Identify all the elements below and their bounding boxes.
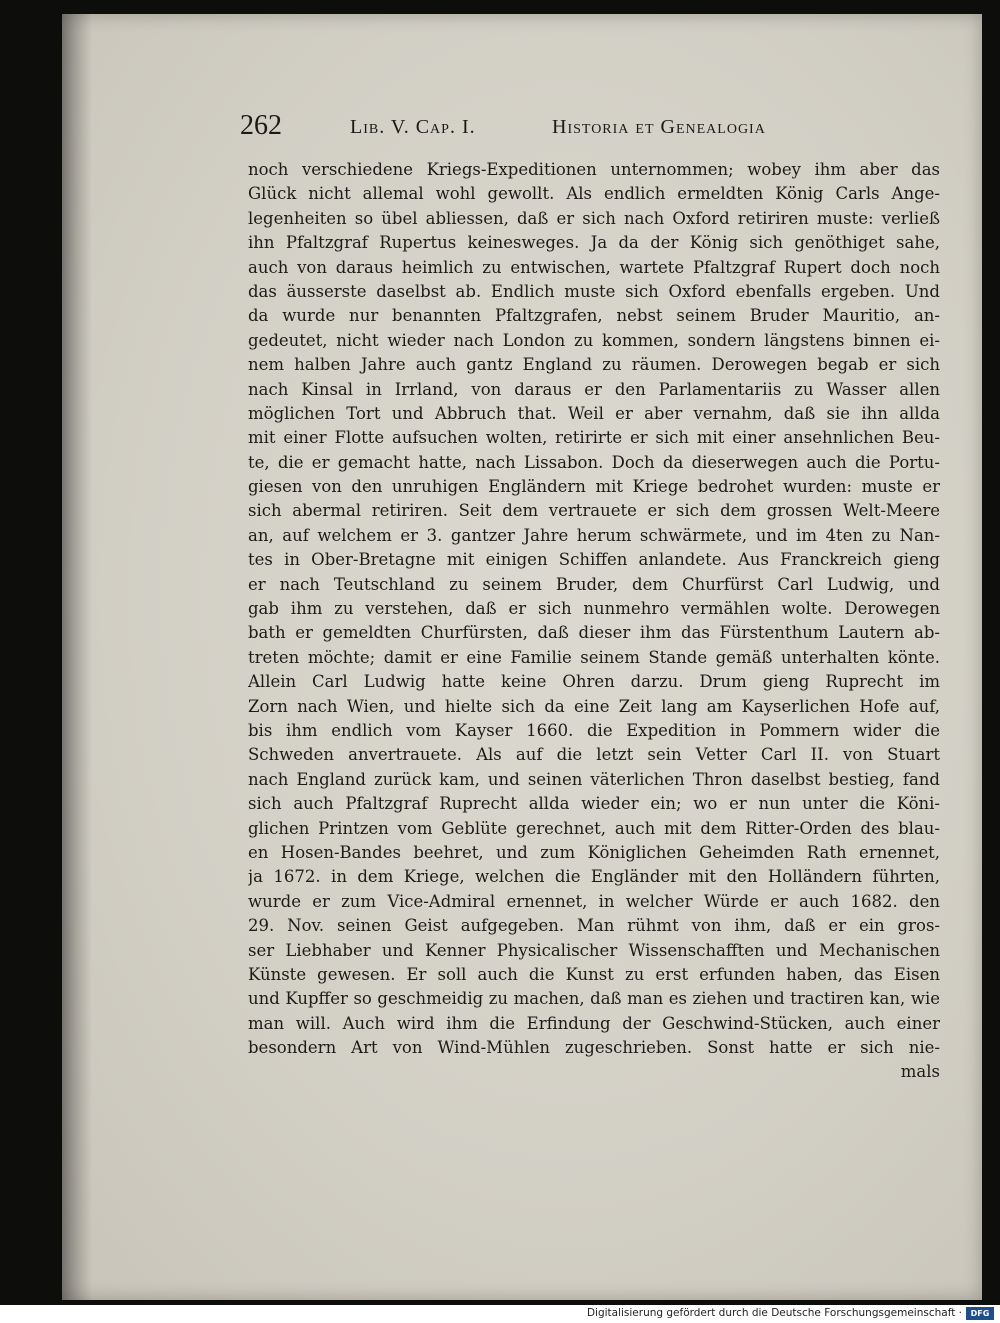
text-line: giesen von den unruhigen Engländern mit Kriege bedrohet wurden: muste er	[248, 477, 940, 497]
text-line: nem halben Jahre auch gantz England zu räumen. Derowegen begab er sich	[248, 355, 940, 375]
text-line: sich abermal retiriren. Seit dem vertrauete er sich dem grossen Welt-Meere	[248, 501, 940, 521]
text-line: te, die er gemacht hatte, nach Lissabon. Doch da dieserwegen auch die Portu-	[248, 452, 940, 472]
text-line: Allein Carl Ludwig hatte keine Ohren darzu. Drum gieng Ruprecht im	[248, 672, 940, 692]
text-line: bath er gemeldten Churfürsten, daß dieser ihm das Fürstenthum Lautern ab-	[248, 623, 940, 643]
text-line: nach England zurück kam, und seinen väterlichen Thron daselbst bestieg, fand	[248, 769, 940, 789]
text-line: auch von daraus heimlich zu entwischen, wartete Pfaltzgraf Rupert doch noch	[248, 257, 940, 277]
page-header	[240, 110, 940, 150]
text-line: wurde er zum Vice-Admiral ernennet, in welcher Würde er auch 1682. den	[248, 891, 940, 911]
text-line: mit einer Flotte aufsuchen wolten, retirirte er sich mit einer ansehnlichen Beu-	[248, 428, 940, 448]
text-line: besondern Art von Wind-Mühlen zugeschrieben. Sonst hatte er sich nie-	[248, 1038, 940, 1058]
running-head-chapter: Lib. V. Cap. I.	[350, 116, 476, 138]
body-text	[248, 158, 940, 1085]
text-line: treten möchte; damit er eine Familie seinem Stande gemäß unterhalten könte.	[248, 647, 940, 667]
spine-shadow	[62, 14, 92, 1300]
catchword: mals	[900, 1062, 940, 1082]
text-line: noch verschiedene Kriegs-Expeditionen unternommen; wobey ihm aber das	[248, 160, 940, 179]
dfg-logo: DFG	[966, 1307, 994, 1320]
text-line: legenheiten so übel abliessen, daß er sich nach Oxford retiriren muste: verließ	[248, 208, 940, 228]
page-number: 262	[240, 110, 282, 141]
text-line: bis ihm endlich vom Kayser 1660. die Expedition in Pommern wider die	[248, 720, 940, 740]
text-line: glichen Printzen vom Geblüte gerechnet, auch mit dem Ritter-Orden des blau-	[248, 818, 940, 838]
text-line: das äusserste daselbst ab. Endlich muste sich Oxford ebenfalls ergeben. Und	[248, 281, 940, 301]
text-line: nach Kinsal in Irrland, von daraus er den Parlamentariis zu Wasser allen	[248, 379, 940, 399]
text-line: gab ihm zu verstehen, daß er sich nunmehro vermählen wolte. Derowegen	[248, 599, 940, 619]
text-line: ja 1672. in dem Kriege, welchen die Engländer mit den Holländern führten,	[248, 867, 940, 887]
running-head-title: Historia et Genealogia	[552, 116, 766, 138]
text-line: gedeutet, nicht wieder nach London zu kommen, sondern längstens binnen ei-	[248, 330, 940, 350]
text-line: Künste gewesen. Er soll auch die Kunst zu erst erfunden haben, das Eisen	[248, 964, 940, 984]
text-line: ihn Pfaltzgraf Rupertus keinesweges. Ja da der König sich genöthiget sahe,	[248, 233, 940, 253]
text-line: Schweden anvertrauete. Als auf die letzt sein Vetter Carl II. von Stuart	[248, 745, 940, 765]
text-line: Glück nicht allemal wohl gewollt. Als endlich ermeldten König Carls Ange-	[248, 184, 940, 204]
text-line: tes in Ober-Bretagne mit einigen Schiffen anlandete. Aus Franckreich gieng	[248, 550, 940, 570]
footer-bar	[0, 1305, 1000, 1323]
text-line: möglichen Tort und Abbruch that. Weil er aber vernahm, daß sie ihn allda	[248, 403, 940, 423]
text-line: 29. Nov. seinen Geist aufgegeben. Man rühmt von ihm, daß er ein gros-	[248, 916, 940, 936]
text-line: an, auf welchem er 3. gantzer Jahre herum schwärmete, und im 4ten zu Nan-	[248, 525, 940, 545]
text-line: er nach Teutschland zu seinem Bruder, dem Churfürst Carl Ludwig, und	[248, 574, 940, 594]
text-line: ser Liebhaber und Kenner Physicalischer Wissenschafften und Mechanischen	[248, 940, 940, 960]
text-line: sich auch Pfaltzgraf Ruprecht allda wieder ein; wo er nun unter die Köni-	[248, 794, 940, 814]
text-line: Zorn nach Wien, und hielte sich da eine Zeit lang am Kayserlichen Hofe auf,	[248, 696, 940, 716]
funding-credit: Digitalisierung gefördert durch die Deutsche Forschungsgemeinschaft ·	[586, 1307, 962, 1319]
text-line: und Kupffer so geschmeidig zu machen, daß man es ziehen und tractiren kan, wie	[248, 989, 940, 1009]
text-line: man will. Auch wird ihm die Erfindung der Geschwind-Stücken, auch einer	[248, 1013, 940, 1033]
text-line: da wurde nur benannten Pfaltzgrafen, nebst seinem Bruder Mauritio, an-	[248, 306, 940, 326]
text-line: en Hosen-Bandes beehret, und zum Königlichen Geheimden Rath ernennet,	[248, 842, 940, 862]
